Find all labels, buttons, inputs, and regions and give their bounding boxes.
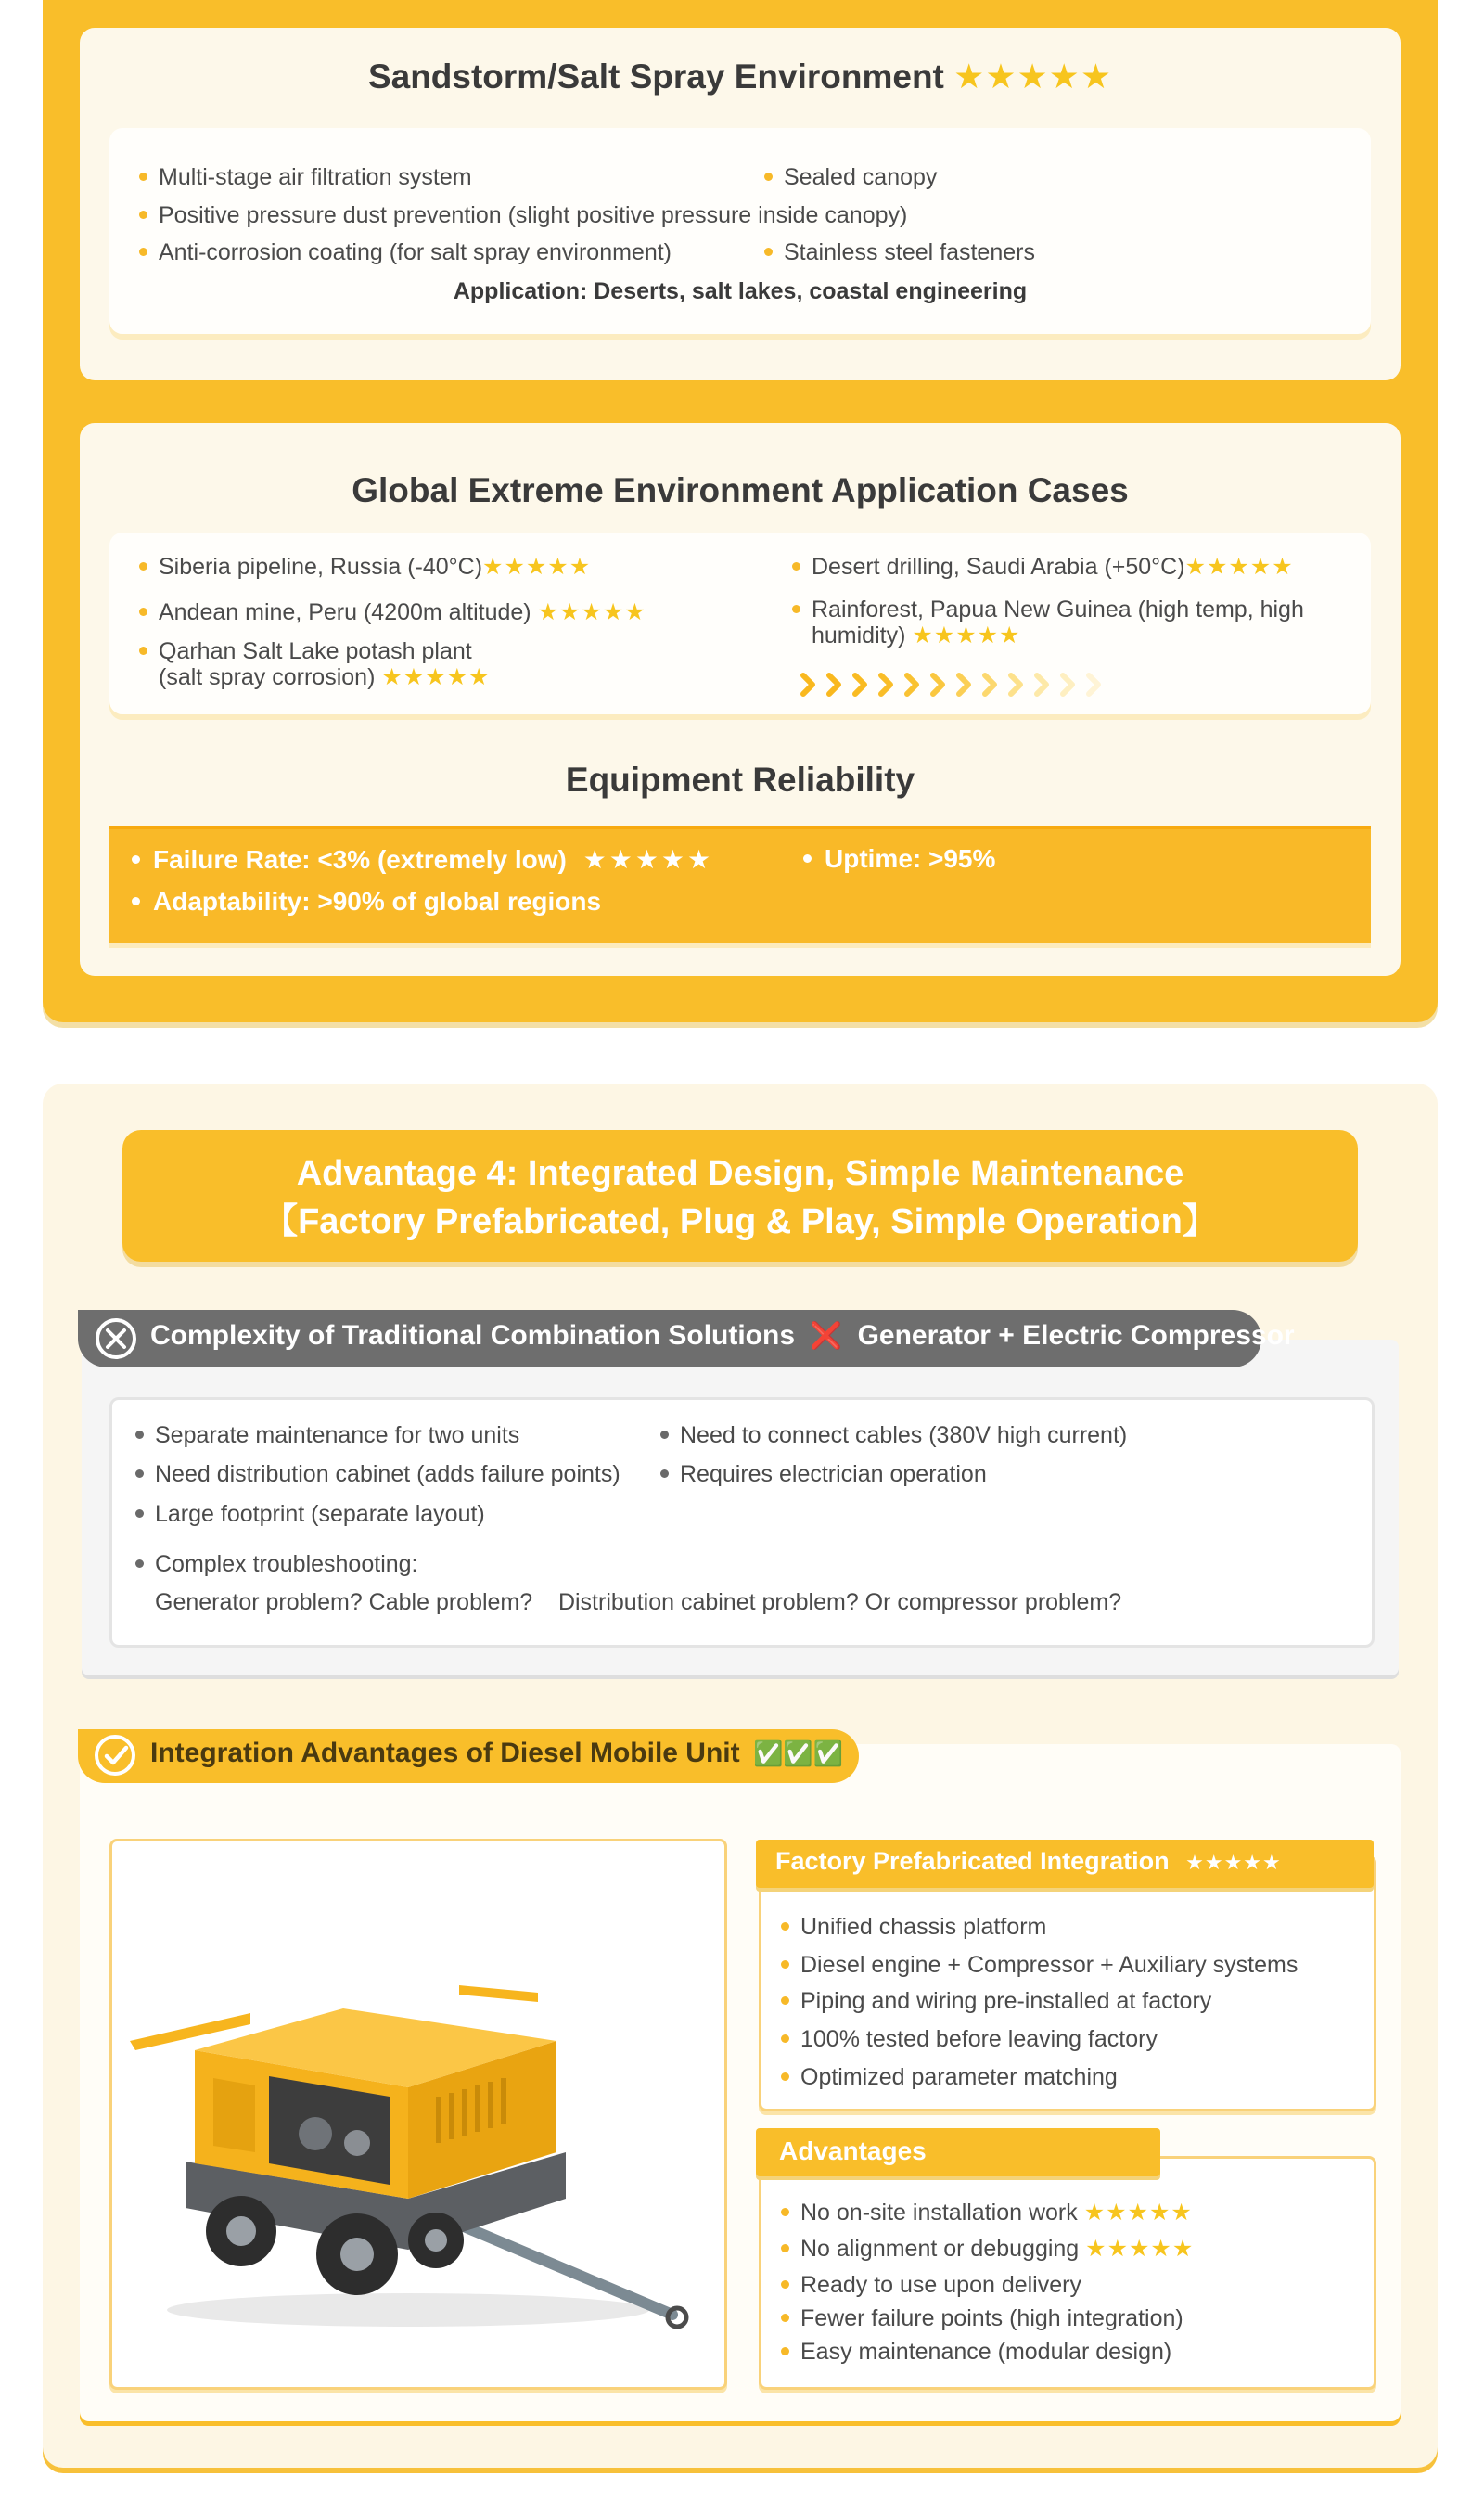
list-item: Ready to use upon delivery — [781, 2269, 1081, 2301]
rating-stars: ★★★★★ — [1184, 554, 1294, 580]
case-item: Qarhan Salt Lake potash plant (salt spray corrosion) ★★★★★ — [139, 638, 490, 690]
list-item: Requires electrician operation — [660, 1458, 987, 1490]
list-item: No alignment or debugging ★★★★★ — [781, 2233, 1194, 2265]
reliability-title: Equipment Reliability — [565, 761, 915, 799]
rating-stars: ★★★★★ — [1083, 2200, 1193, 2226]
banner-line1: Advantage 4: Integrated Design, Simple Maintenance — [296, 1154, 1184, 1193]
advantages-panel-title: Advantages — [779, 2136, 927, 2165]
list-item: Easy maintenance (modular design) — [781, 2336, 1171, 2367]
list-item: Need to connect cables (380V high current) — [660, 1419, 1127, 1451]
application-note: Application: Deserts, salt lakes, coastal engineering — [453, 278, 1028, 304]
rating-stars: ★★★★★ — [537, 599, 646, 625]
case-item: Desert drilling, Saudi Arabia (+50°C)★★★★★ — [792, 551, 1294, 583]
case-item: Andean mine, Peru (4200m altitude) ★★★★★ — [139, 597, 646, 628]
case-item: Siberia pipeline, Russia (-40°C)★★★★★ — [139, 551, 591, 583]
banner-line2: 【Factory Prefabricated, Plug & Play, Simple Operation】 — [262, 1202, 1218, 1241]
rating-stars: ★★★★★ — [1185, 1851, 1282, 1874]
list-item: Large footprint (separate layout) — [135, 1498, 485, 1530]
cross-mark-icon: ❌ — [810, 1321, 843, 1350]
list-item: 100% tested before leaving factory — [781, 2023, 1158, 2055]
integration-title: Integration Advantages of Diesel Mobile Unit ✅✅✅ — [150, 1738, 844, 1768]
list-item: No on-site installation work ★★★★★ — [781, 2197, 1193, 2228]
list-item: Multi-stage air filtration system — [139, 161, 472, 193]
sandstorm-title: Sandstorm/Salt Spray Environment ★★★★★ — [367, 58, 1113, 96]
mobile-compressor-image — [130, 1920, 696, 2347]
list-item: Optimized parameter matching — [781, 2061, 1118, 2093]
rating-stars: ★★★★★ — [953, 58, 1113, 96]
list-item: Complex troubleshooting: — [135, 1548, 418, 1580]
traditional-title: Complexity of Traditional Combination Solutions ❌ Generator + Electric Compressor — [150, 1320, 1295, 1351]
reliability-failure-rate: Failure Rate: <3% (extremely low) ★★★★★ — [132, 844, 713, 875]
list-item: Unified chassis platform — [781, 1911, 1046, 1943]
case-item: Rainforest, Papua New Guinea (high temp, high humidity) ★★★★★ — [792, 597, 1304, 648]
list-item: Sealed canopy — [764, 161, 937, 193]
rating-stars: ★★★★★ — [1085, 2236, 1195, 2262]
list-item: Need distribution cabinet (adds failure points) — [135, 1458, 620, 1490]
cases-title: Global Extreme Environment Application Cases — [352, 471, 1129, 509]
list-item: Positive pressure dust prevention (slight positive pressure inside canopy) — [139, 199, 907, 231]
reliability-uptime: Uptime: >95% — [803, 844, 995, 874]
check-marks-icon: ✅✅✅ — [752, 1739, 844, 1767]
list-item: Separate maintenance for two units — [135, 1419, 519, 1451]
list-item: Diesel engine + Compressor + Auxiliary systems — [781, 1949, 1298, 1981]
troubleshooting-detail: Generator problem? Cable problem? Distribution cabinet problem? Or compressor problem? — [155, 1589, 1122, 1615]
rating-stars: ★★★★★ — [912, 622, 1021, 648]
reliability-adaptability: Adaptability: >90% of global regions — [132, 887, 601, 917]
list-item: Anti-corrosion coating (for salt spray environment) — [139, 237, 672, 268]
close-circle-icon — [93, 1315, 139, 1362]
list-item: Stainless steel fasteners — [764, 237, 1035, 268]
list-item: Fewer failure points (high integration) — [781, 2303, 1183, 2334]
check-circle-icon — [91, 1731, 139, 1779]
factory-panel-title: Factory Prefabricated Integration ★★★★★ — [775, 1847, 1282, 1875]
rating-stars: ★★★★★ — [582, 845, 714, 874]
rating-stars: ★★★★★ — [482, 554, 592, 580]
chevron-arrows-icon — [798, 672, 1132, 698]
reliability-box — [109, 826, 1371, 943]
list-item: Piping and wiring pre-installed at factory — [781, 1985, 1211, 2017]
rating-stars: ★★★★★ — [381, 664, 491, 690]
